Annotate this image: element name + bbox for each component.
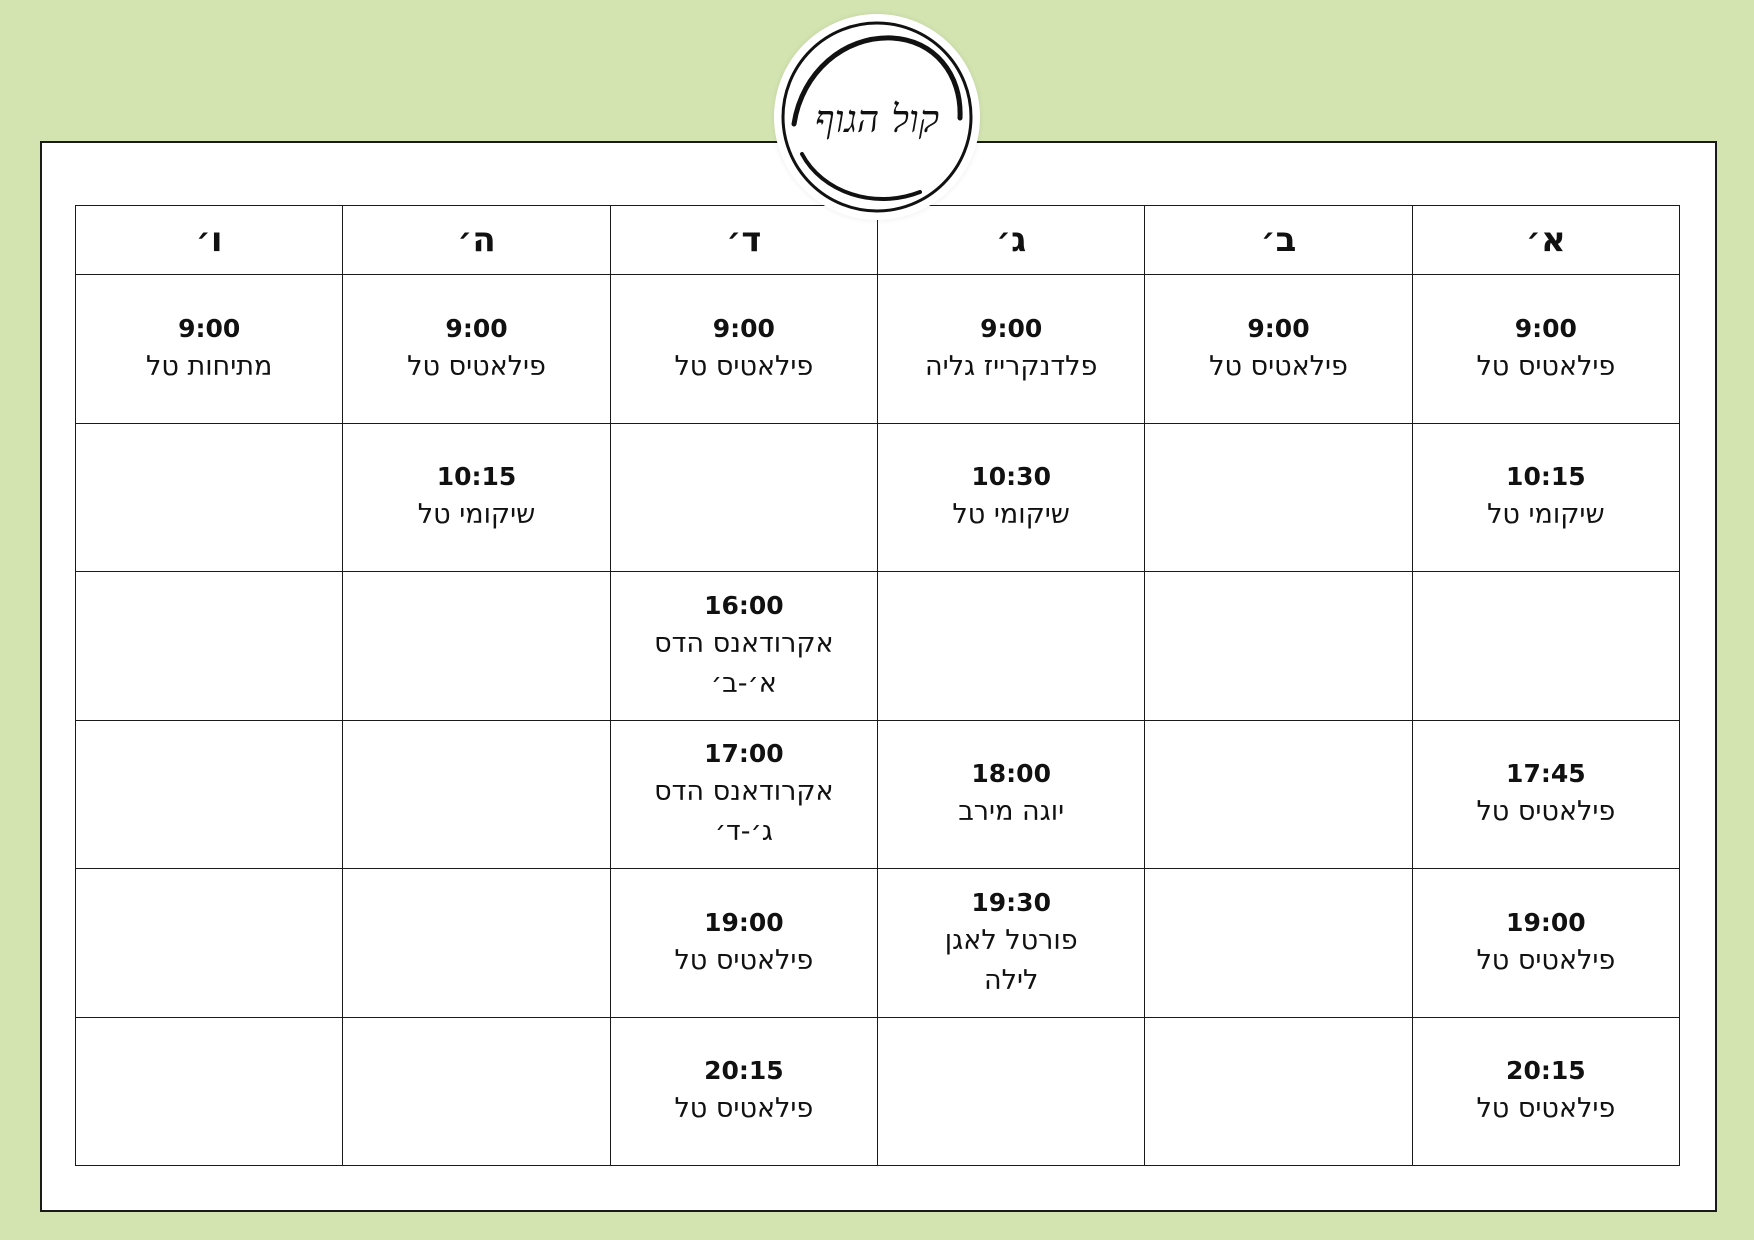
empty-slot <box>1145 572 1412 721</box>
class-title: פילאטיס טל <box>674 944 814 976</box>
class-time: 10:30 <box>971 462 1051 492</box>
class-slot <box>878 423 1145 572</box>
class-title: אקרודאנס הדס א׳-ב׳ <box>654 627 834 699</box>
day-header: א׳ <box>1412 206 1679 275</box>
day-header: ו׳ <box>76 206 343 275</box>
empty-slot <box>76 1017 343 1166</box>
logo-text: קול הגוף <box>814 97 940 141</box>
empty-slot <box>878 1017 1145 1166</box>
empty-slot <box>1412 572 1679 721</box>
class-slot <box>1145 275 1412 424</box>
class-title: פילאטיס טל <box>1209 350 1348 382</box>
class-slot <box>1412 869 1679 1018</box>
empty-slot <box>76 869 343 1018</box>
class-slot <box>610 572 877 721</box>
class-time: 19:30 <box>971 887 1051 917</box>
schedule-row <box>76 423 1680 572</box>
class-slot <box>1412 275 1679 424</box>
class-time: 17:00 <box>704 739 784 769</box>
schedule-row <box>76 869 1680 1018</box>
class-slot <box>343 275 610 424</box>
empty-slot <box>1145 720 1412 869</box>
class-title: שיקומי טל <box>952 499 1070 531</box>
day-header: ב׳ <box>1145 206 1412 275</box>
class-title: פורטל לאגן לילה <box>944 924 1078 996</box>
class-time: 20:15 <box>1506 1056 1586 1086</box>
empty-slot <box>76 720 343 869</box>
class-slot <box>878 275 1145 424</box>
class-title: פילאטיס טל <box>1476 796 1616 828</box>
empty-slot <box>76 423 343 572</box>
class-slot <box>878 869 1145 1018</box>
logo <box>774 14 980 220</box>
class-time: 19:00 <box>704 907 784 937</box>
class-slot <box>1412 1017 1679 1166</box>
class-time: 10:15 <box>1506 462 1586 492</box>
class-slot <box>610 275 877 424</box>
class-time: 9:00 <box>445 313 508 343</box>
class-slot <box>610 720 877 869</box>
class-time: 20:15 <box>704 1056 784 1086</box>
class-slot <box>1412 423 1679 572</box>
class-time: 17:45 <box>1506 759 1586 789</box>
class-title: פילאטיס טל <box>1476 1093 1616 1125</box>
schedule-row <box>76 572 1680 721</box>
schedule-row <box>76 275 1680 424</box>
class-time: 16:00 <box>704 590 784 620</box>
class-slot <box>76 275 343 424</box>
class-time: 10:15 <box>436 462 517 492</box>
class-title: פילאטיס טל <box>674 1093 814 1125</box>
class-title: שיקומי טל <box>1487 499 1605 531</box>
class-title: אקרודאנס הדס ג׳-ד׳ <box>654 776 834 848</box>
class-slot <box>1412 720 1679 869</box>
class-slot <box>878 720 1145 869</box>
empty-slot <box>1145 1017 1412 1166</box>
class-title: שיקומי טל <box>417 499 536 531</box>
schedule-row <box>76 1017 1680 1166</box>
logo-graphic <box>774 14 980 220</box>
empty-slot <box>1145 423 1412 572</box>
day-header: ה׳ <box>343 206 610 275</box>
class-slot <box>610 1017 877 1166</box>
class-slot <box>610 869 877 1018</box>
day-header: ד׳ <box>610 206 877 275</box>
class-title: פילאטיס טל <box>407 350 546 382</box>
class-title: יוגה מירב <box>958 796 1065 828</box>
class-time: 9:00 <box>712 313 775 343</box>
class-title: מתיחות טל <box>146 350 273 382</box>
empty-slot <box>343 869 610 1018</box>
empty-slot <box>1145 869 1412 1018</box>
empty-slot <box>343 572 610 721</box>
empty-slot <box>610 423 877 572</box>
class-time: 9:00 <box>1514 313 1577 343</box>
class-time: 9:00 <box>178 313 241 343</box>
class-title: פילאטיס טל <box>1476 350 1616 382</box>
schedule-row <box>76 720 1680 869</box>
empty-slot <box>343 1017 610 1166</box>
empty-slot <box>343 720 610 869</box>
class-time: 19:00 <box>1506 907 1586 937</box>
empty-slot <box>76 572 343 721</box>
class-slot <box>343 423 610 572</box>
class-time: 9:00 <box>1247 313 1310 343</box>
day-header: ג׳ <box>878 206 1145 275</box>
class-title: פילאטיס טל <box>674 350 814 382</box>
weekly-schedule-table <box>75 205 1680 1166</box>
class-time: 9:00 <box>980 313 1043 343</box>
empty-slot <box>878 572 1145 721</box>
class-title: פילאטיס טל <box>1476 944 1616 976</box>
class-time: 18:00 <box>971 759 1051 789</box>
class-title: פלדנקרייז גליה <box>925 350 1098 382</box>
